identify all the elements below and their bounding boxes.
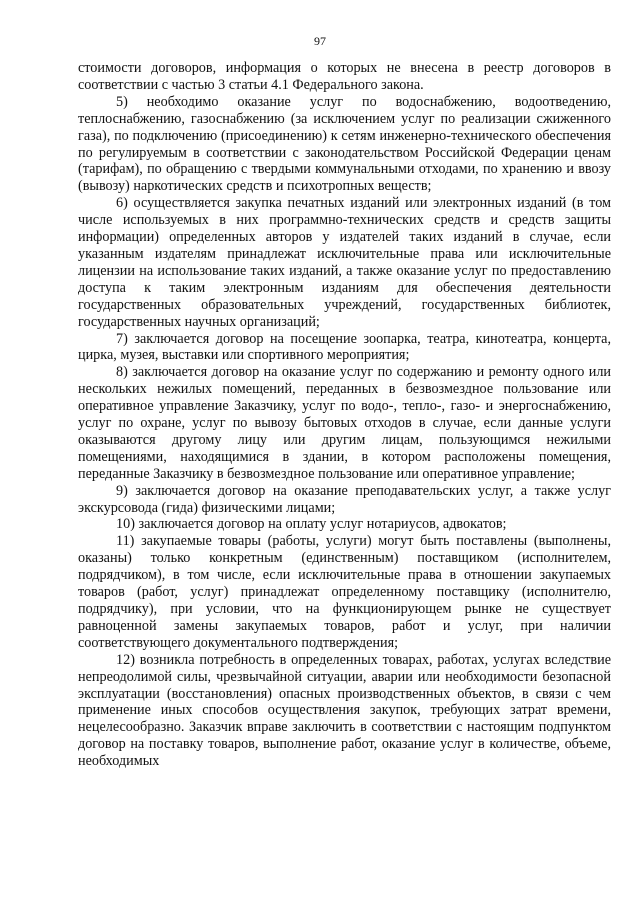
paragraph-item-10: 10) заключается договор на оплату услуг нотариусов, адвокатов; bbox=[116, 516, 507, 533]
page-number: 97 bbox=[314, 34, 326, 48]
paragraph-item-6: 6) осуществляется закупка печатных изданий или электронных изданий (в том числе используемых в них программно-технических средств и средств защиты информации) определенных авторов у издателей таких изданий в случае, если указанным издателям принадлежат исключительные права или исключительные лицензии на использование таких изданий, а также оказание услуг по предоставлению доступа к таким электронным изданиям для обеспечения деятельности государственных образовательных учреждений, государственных библиотек, государственных научных организаций; bbox=[78, 195, 611, 330]
paragraph-continuation: стоимости договоров, информация о которых не внесена в реестр договоров в соответствии с частью 3 статьи 4.1 Федерального закона. bbox=[78, 60, 611, 93]
paragraph-item-11: 11) закупаемые товары (работы, услуги) могут быть поставлены (выполнены, оказаны) только конкретным (единственным) поставщиком (исполнителем, подрядчиком), в том числе, если исключительные права в отношении закупаемых товаров (работ, услуг) принадлежат определенному поставщику (исполнителю, подрядчику), при условии, что на функционирующем рынке не существует равноценной замены закупаемых товаров, работ и услуг, при наличии соответствующего документального подтверждения; bbox=[78, 533, 611, 651]
paragraph-item-5: 5) необходимо оказание услуг по водоснабжению, водоотведению, теплоснабжению, газоснабжению (за исключением услуг по реализации сжиженного газа), по подключению (присоединению) к сетям инженерно-технического обеспечения по регулируемым в соответствии с законодательством Российской Федерации ценам (тарифам), по обращению с твердыми коммунальными отходами, по хранению и ввозу (вывозу) наркотических средств и психотропных веществ; bbox=[78, 93, 611, 195]
paragraph-item-7: 7) заключается договор на посещение зоопарка, театра, кинотеатра, концерта, цирка, музея, выставки или спортивного мероприятия; bbox=[78, 330, 611, 364]
paragraph-item-8: 8) заключается договор на оказание услуг по содержанию и ремонту одного или нескольких нежилых помещений, переданных в безвозмездное пользование или оперативное управление Заказчику, услуг по водо-, тепло-, газо- и энергоснабжению, услуг по охране, услуг по вывозу бытовых отходов в случае, если данные услуги оказываются другому лицу или другим лицам, пользующимся нежилыми помещениями, находящимися в здании, в котором расположены помещения, переданные Заказчику в безвозмездное пользование или оперативное управление; bbox=[78, 364, 611, 482]
document-body bbox=[78, 60, 611, 770]
paragraph-item-9: 9) заключается договор на оказание преподавательских услуг, а также услуг экскурсовода (гида) физическими лицами; bbox=[78, 482, 611, 516]
paragraph-item-12: 12) возникла потребность в определенных товарах, работах, услугах вследствие непреодолимой силы, чрезвычайной ситуации, аварии или необходимости безопасной эксплуатации (восстановления) опасных производственных объектов, в связи с чем применение иных способов осуществления закупок, требующих затрат времени, нецелесообразно. Заказчик вправе заключить в соответствии с настоящим подпунктом договор на поставку товаров, выполнение работ, оказание услуг в количестве, объеме, необходимых bbox=[78, 651, 611, 770]
